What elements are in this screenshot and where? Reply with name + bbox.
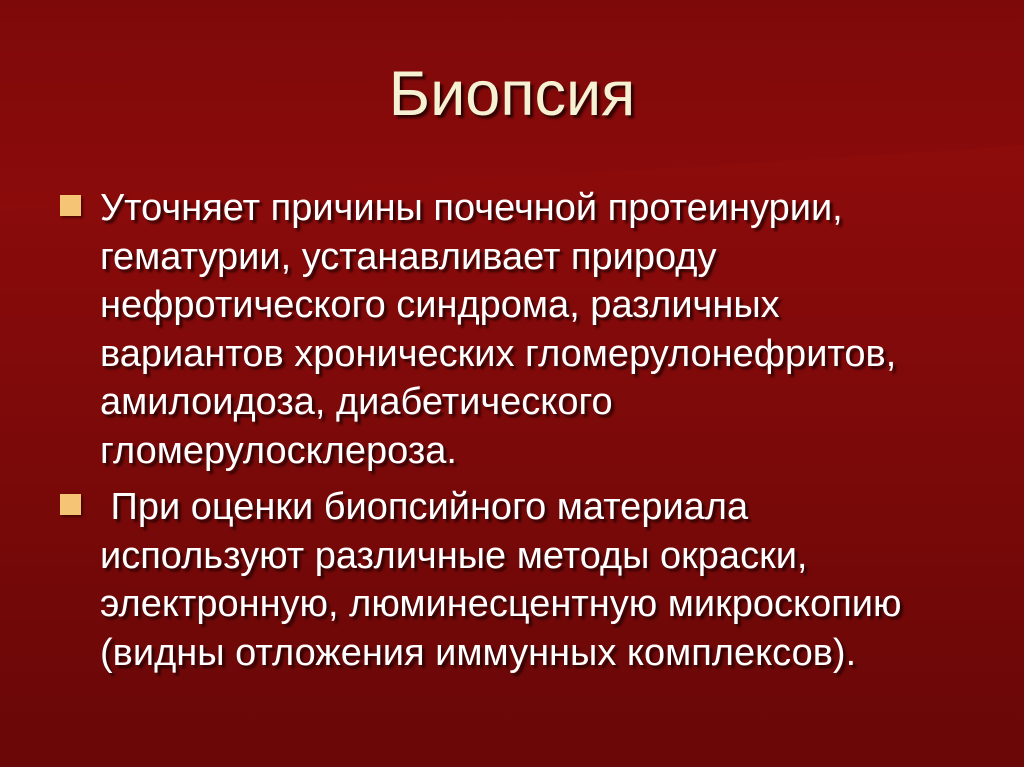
text-line: электронную, люминесцентную микроскопию [100, 583, 902, 625]
text-line: гематурии, устанавливает природу [100, 235, 717, 278]
text-line: гломерулосклероза. [100, 429, 457, 472]
bullet-text [100, 483, 960, 677]
bullet-square-icon [60, 195, 81, 216]
bullet-item [60, 483, 960, 677]
text-line: нефротического синдрома, различных [100, 284, 780, 326]
text-line: вариантов хронических гломерулонефритов, [100, 332, 897, 375]
bullet-item [60, 184, 960, 475]
text-line: Уточняет причины почечной протеинурии, [100, 187, 843, 229]
bullet-text [100, 184, 960, 475]
slide-title: Биопсия [388, 59, 636, 129]
bullet-list [60, 184, 960, 685]
text-line: амилоидоза, диабетического [100, 381, 613, 423]
text-line: (видны отложения иммунных комплексов). [100, 631, 857, 674]
bullet-square-icon [60, 494, 81, 515]
text-line: При оценки биопсийного материала [100, 486, 749, 528]
text-line: используют различные методы окраски, [100, 534, 808, 577]
